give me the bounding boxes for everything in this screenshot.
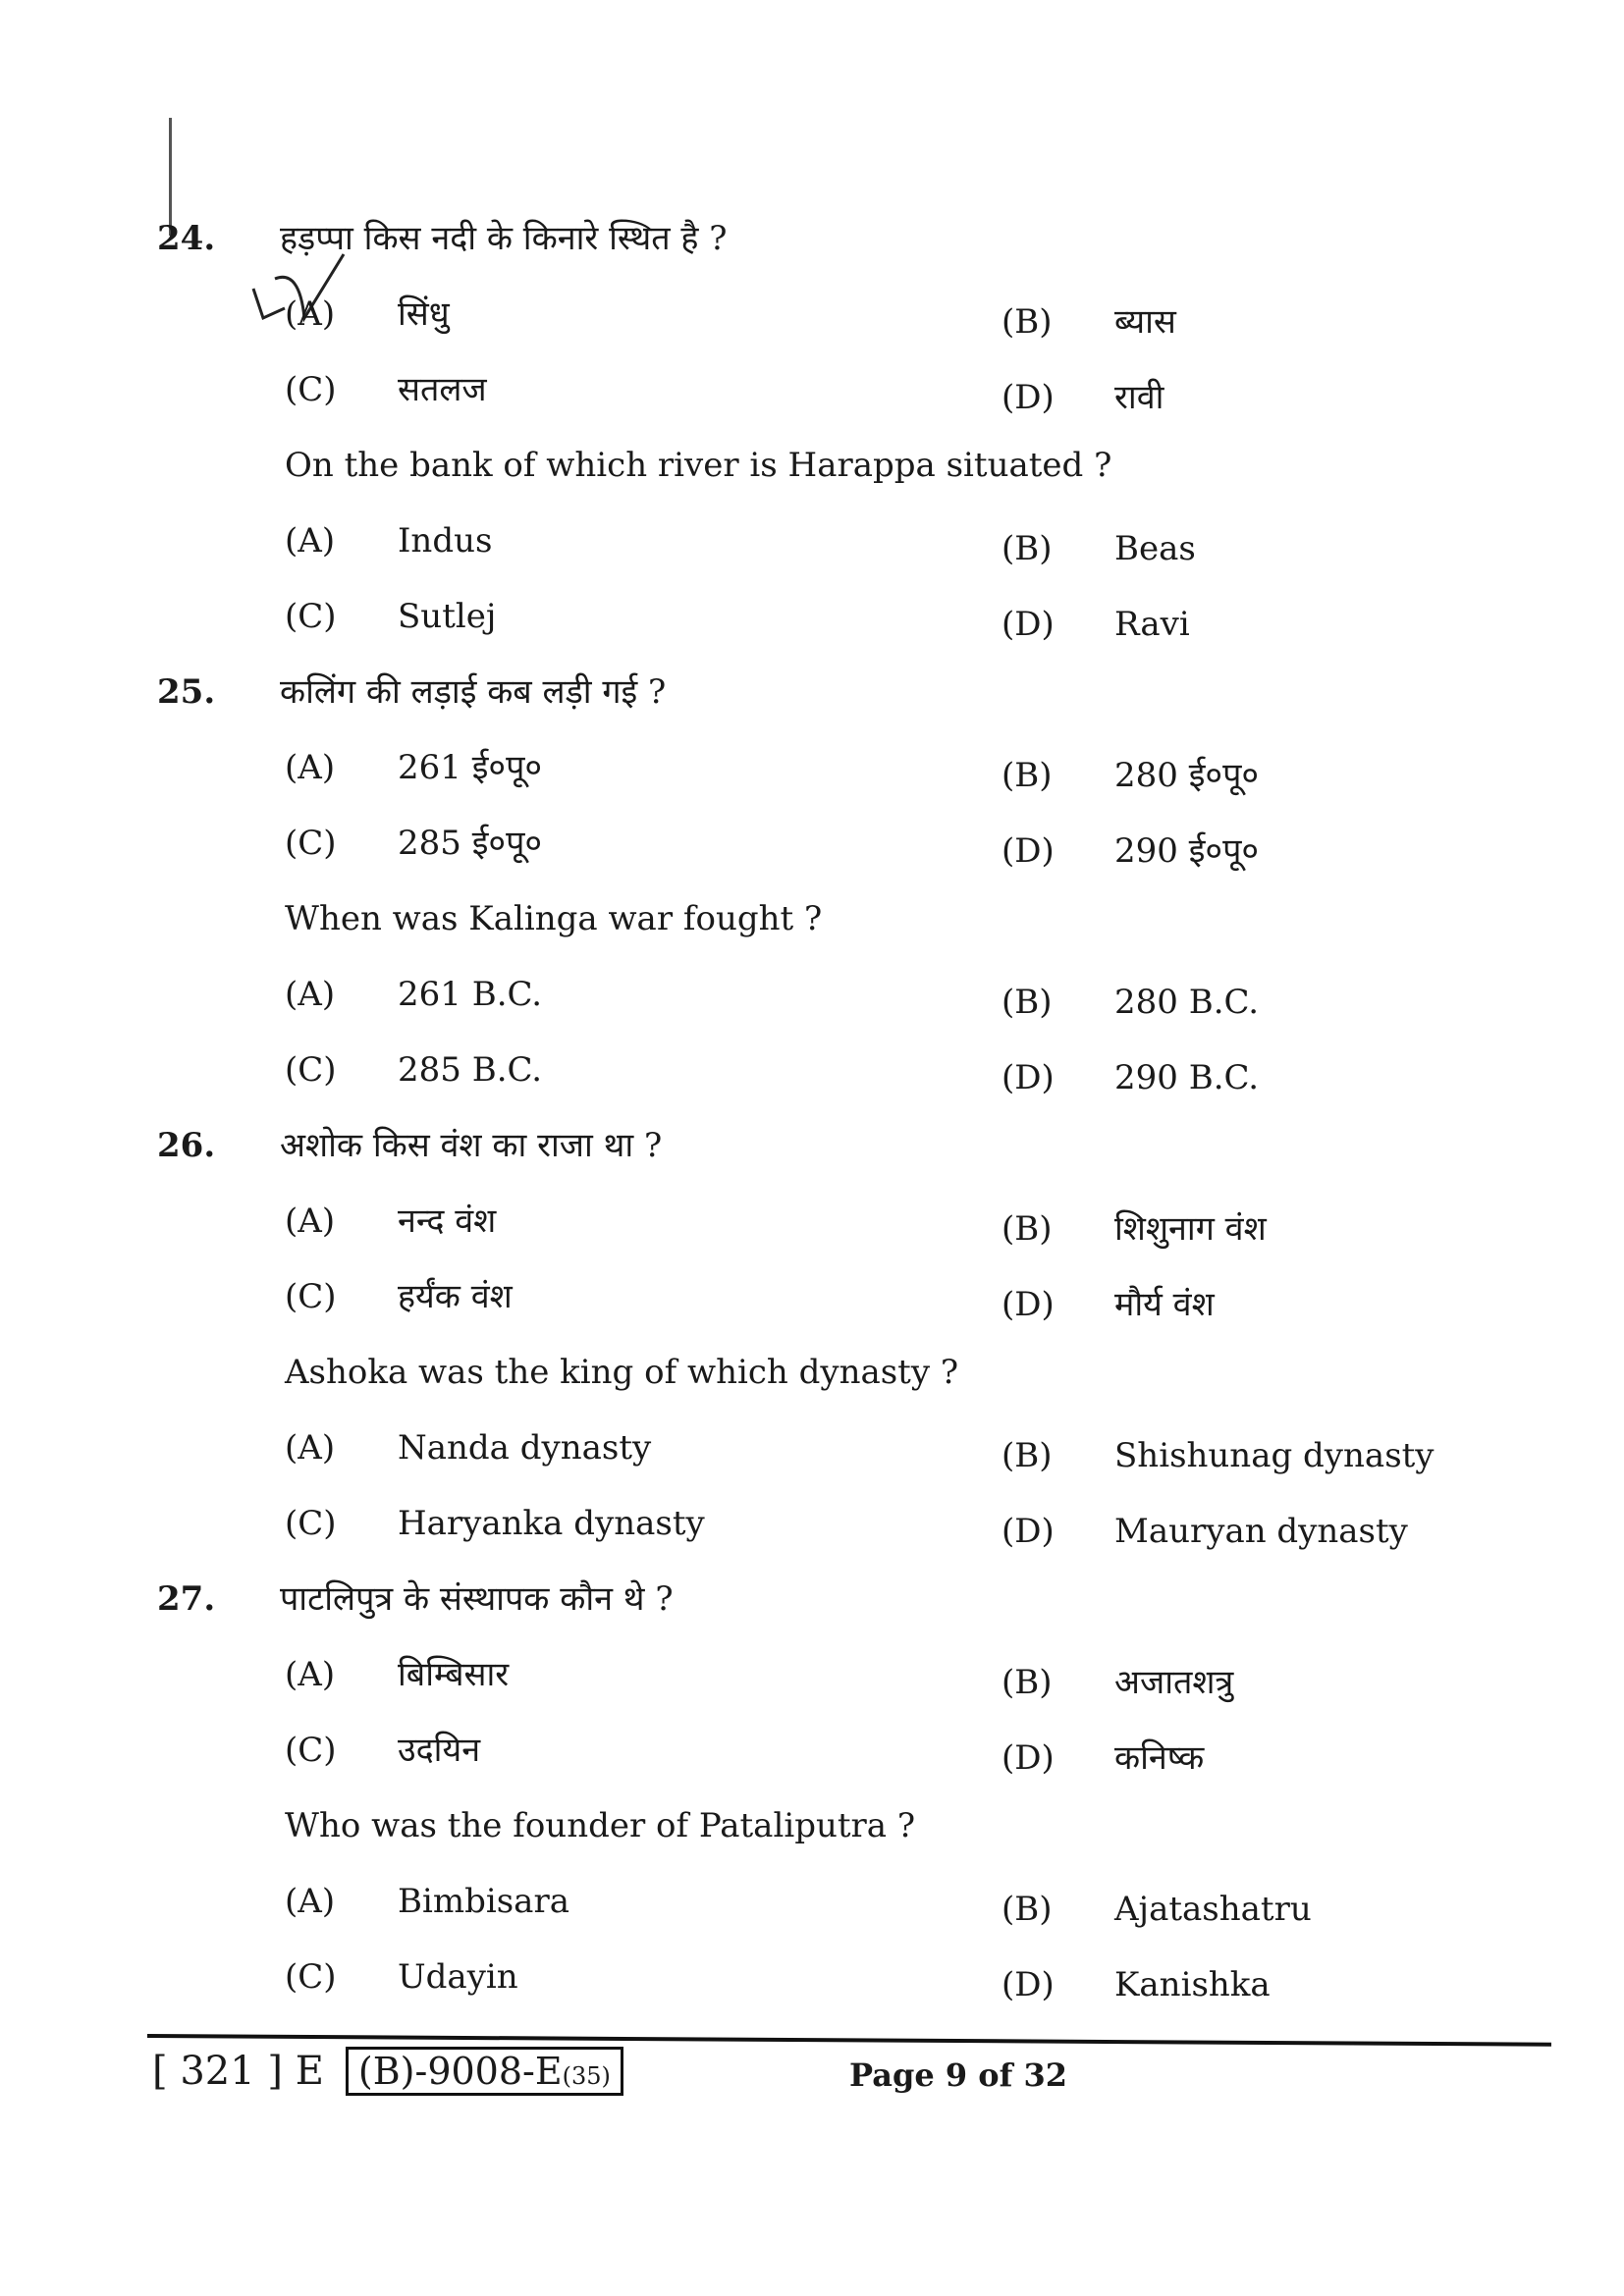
question-number: 25. [157, 672, 216, 712]
option-row [157, 1713, 1532, 1789]
option-text: कनिष्क [1114, 1738, 1205, 1778]
option-text: Haryanka dynasty [398, 1504, 705, 1543]
page-number: Page 9 of 32 [849, 2056, 1067, 2094]
option-label: (A) [285, 1428, 336, 1468]
option-text: 280 ई०पू० [1114, 756, 1260, 795]
option-label: (C) [285, 1277, 337, 1316]
option-text: Sutlej [398, 597, 497, 636]
option-label: (B) [1001, 756, 1053, 795]
option-row [157, 1411, 1532, 1486]
option-text: 261 B.C. [398, 975, 543, 1014]
option-label: (A) [285, 294, 336, 334]
option-text: Kanishka [1114, 1965, 1271, 2004]
option-label: (C) [285, 1050, 337, 1090]
footer-rule [147, 2034, 1551, 2047]
option-label: (D) [1001, 831, 1055, 871]
paper-code-suffix: (35) [562, 2062, 611, 2090]
option-row [157, 352, 1532, 428]
footer [152, 2047, 623, 2096]
option-label: (D) [1001, 1965, 1055, 2004]
option-label: (A) [285, 1882, 336, 1921]
hindi-question-text: अशोक किस वंश का राजा था ? [280, 1126, 663, 1165]
option-label: (D) [1001, 1058, 1055, 1097]
option-row [157, 1033, 1532, 1108]
option-row [157, 277, 1532, 352]
option-row [157, 1864, 1532, 1940]
option-text: 290 B.C. [1114, 1058, 1260, 1097]
option-row [157, 1940, 1532, 2015]
option-label: (C) [285, 1957, 337, 1997]
english-question-row [157, 1335, 1532, 1411]
option-label: (D) [1001, 1512, 1055, 1551]
paper-code-box [346, 2047, 623, 2096]
option-text: Bimbisara [398, 1882, 569, 1921]
option-label: (C) [285, 370, 337, 409]
english-question-row [157, 1789, 1532, 1864]
option-text: रावी [1114, 378, 1164, 417]
option-text: उदयिन [398, 1731, 481, 1770]
option-text: 290 ई०पू० [1114, 831, 1260, 871]
hindi-question-text: पाटलिपुत्र के संस्थापक कौन थे ? [280, 1579, 674, 1619]
option-text: 285 ई०पू० [398, 824, 543, 863]
option-label: (A) [285, 975, 336, 1014]
option-text: नन्द वंश [398, 1201, 497, 1241]
option-text: Nanda dynasty [398, 1428, 652, 1468]
option-label: (B) [1001, 1663, 1053, 1702]
hindi-question-row [157, 655, 1532, 730]
option-label: (B) [1001, 302, 1053, 342]
option-row [157, 1486, 1532, 1562]
option-row [157, 579, 1532, 655]
option-row [157, 957, 1532, 1033]
option-text: Beas [1114, 529, 1196, 568]
paper-code: (B)-9008-E [357, 2050, 563, 2093]
hindi-question-text: कलिंग की लड़ाई कब लड़ी गई ? [280, 672, 667, 712]
english-question-row [157, 881, 1532, 957]
option-row [157, 730, 1532, 806]
option-text: 285 B.C. [398, 1050, 543, 1090]
booklet-code: [ 321 ] E [152, 2049, 324, 2094]
option-text: अजातशत्रु [1114, 1663, 1234, 1702]
hindi-question-row [157, 1108, 1532, 1184]
question-number: 27. [157, 1579, 216, 1619]
question-27 [157, 1562, 1532, 2015]
option-text: Ravi [1114, 605, 1190, 644]
question-25 [157, 655, 1532, 1108]
option-row [157, 1184, 1532, 1259]
option-row [157, 504, 1532, 579]
option-text: 261 ई०पू० [398, 748, 543, 787]
option-label: (B) [1001, 983, 1053, 1022]
option-label: (D) [1001, 378, 1055, 417]
option-text: बिम्बिसार [398, 1655, 510, 1694]
option-text: Shishunag dynasty [1114, 1436, 1435, 1475]
option-label: (B) [1001, 529, 1053, 568]
option-label: (B) [1001, 1209, 1053, 1249]
option-text: Indus [398, 521, 493, 561]
option-row [157, 1259, 1532, 1335]
option-text: 280 B.C. [1114, 983, 1260, 1022]
option-text: Udayin [398, 1957, 518, 1997]
question-24 [157, 201, 1532, 655]
option-text: ब्यास [1114, 302, 1176, 342]
hindi-question-row [157, 201, 1532, 277]
option-label: (D) [1001, 1285, 1055, 1324]
option-text: सिंधु [398, 294, 450, 334]
question-26 [157, 1108, 1532, 1562]
option-label: (A) [285, 1201, 336, 1241]
option-label: (A) [285, 521, 336, 561]
english-question-row [157, 428, 1532, 504]
option-text: Ajatashatru [1114, 1890, 1312, 1929]
option-label: (A) [285, 748, 336, 787]
option-text: शिशुनाग वंश [1114, 1209, 1267, 1249]
option-label: (C) [285, 1731, 337, 1770]
question-list [157, 201, 1532, 2015]
option-label: (D) [1001, 1738, 1055, 1778]
option-text: मौर्य वंश [1114, 1285, 1215, 1324]
option-label: (C) [285, 824, 337, 863]
hindi-question-row [157, 1562, 1532, 1637]
english-question-text: Ashoka was the king of which dynasty ? [285, 1353, 959, 1392]
option-label: (D) [1001, 605, 1055, 644]
english-question-text: Who was the founder of Pataliputra ? [285, 1806, 916, 1845]
english-question-text: When was Kalinga war fought ? [285, 899, 823, 938]
option-label: (C) [285, 1504, 337, 1543]
option-label: (B) [1001, 1890, 1053, 1929]
option-row [157, 1637, 1532, 1713]
option-label: (A) [285, 1655, 336, 1694]
option-label: (B) [1001, 1436, 1053, 1475]
question-number: 26. [157, 1126, 216, 1165]
english-question-text: On the bank of which river is Harappa situated ? [285, 446, 1112, 485]
option-text: सतलज [398, 370, 487, 409]
option-label: (C) [285, 597, 337, 636]
option-row [157, 806, 1532, 881]
question-number: 24. [157, 219, 216, 258]
option-text: Mauryan dynasty [1114, 1512, 1408, 1551]
hindi-question-text: हड़प्पा किस नदी के किनारे स्थित है ? [280, 219, 728, 258]
option-text: हर्यंक वंश [398, 1277, 513, 1316]
